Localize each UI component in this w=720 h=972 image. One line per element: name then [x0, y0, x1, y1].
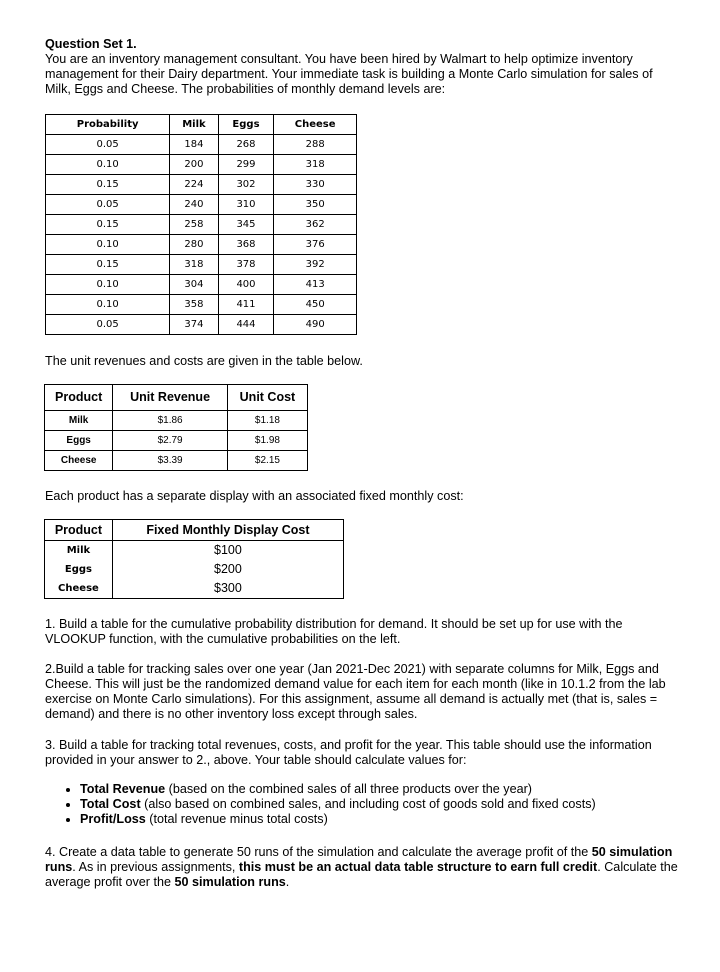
- table-cell: 490: [274, 315, 357, 335]
- table-cell: 0.05: [46, 135, 170, 155]
- table-cell: 200: [170, 155, 218, 175]
- column-header: Fixed Monthly Display Cost: [112, 520, 343, 541]
- table-cell: 0.15: [46, 175, 170, 195]
- table-row: [46, 255, 357, 275]
- table-cell: 358: [170, 295, 218, 315]
- bullet-total-cost: • Total Cost (also based on combined sales, and including cost of goods sold and fixed costs): [80, 797, 680, 812]
- table-cell: 318: [274, 155, 357, 175]
- column-header: Cheese: [274, 115, 357, 135]
- table-cell: 330: [274, 175, 357, 195]
- table-cell: $200: [112, 560, 343, 579]
- table-row: [46, 275, 357, 295]
- question-1: 1. Build a table for the cumulative probability distribution for demand. It should be set up for use with the VLOOKUP function, with the cumulative probabilities on the left.: [45, 617, 623, 646]
- column-header: Probability: [46, 115, 170, 135]
- table-cell: Cheese: [45, 451, 113, 471]
- table-cell: 0.05: [46, 195, 170, 215]
- table-cell: 350: [274, 195, 357, 215]
- table-cell: 310: [218, 195, 274, 215]
- table-cell: 0.10: [46, 155, 170, 175]
- table-cell: 0.15: [46, 215, 170, 235]
- table-cell: 378: [218, 255, 274, 275]
- table-cell: 299: [218, 155, 274, 175]
- table-cell: 240: [170, 195, 218, 215]
- table-row: [46, 175, 357, 195]
- table-cell: Cheese: [45, 579, 113, 599]
- bullet-profit-loss: • Profit/Loss (total revenue minus total costs): [80, 812, 680, 827]
- table-cell: 413: [274, 275, 357, 295]
- table-row: [46, 135, 357, 155]
- question-2: 2.Build a table for tracking sales over one year (Jan 2021-Dec 2021) with separate columns for Milk, Eggs and Cheese. This will just be the randomized demand value for each item for each month (like in 10.1.2 from the lab exercise on Monte Carlo simulations). For this assignment, assume all demand is actually met (that is, sales = demand) and there is no other inventory loss except through sales.: [45, 662, 666, 721]
- table-cell: $300: [112, 579, 343, 599]
- table-row: [46, 315, 357, 335]
- question-set-title: Question Set 1.: [45, 37, 137, 51]
- table-cell: 400: [218, 275, 274, 295]
- table-row: [45, 541, 344, 561]
- table-cell: $1.86: [113, 411, 228, 431]
- column-header: Unit Revenue: [113, 385, 228, 411]
- table-cell: 0.05: [46, 315, 170, 335]
- table-cell: Milk: [45, 411, 113, 431]
- table-row: [46, 195, 357, 215]
- table-row: [45, 451, 308, 471]
- intro-paragraph: You are an inventory management consultant. You have been hired by Walmart to help optimize inventory management for their Dairy department. Your immediate task is building a Monte Carlo simulation for sales of Milk, Eggs and Cheese. The probabilities of monthly demand levels are:: [45, 52, 653, 96]
- table-cell: 411: [218, 295, 274, 315]
- table-cell: $2.15: [227, 451, 307, 471]
- table-cell: 302: [218, 175, 274, 195]
- table-cell: Eggs: [45, 431, 113, 451]
- table-cell: $2.79: [113, 431, 228, 451]
- column-header: Unit Cost: [227, 385, 307, 411]
- column-header: Product: [45, 385, 113, 411]
- table-cell: 304: [170, 275, 218, 295]
- bullet-total-revenue: • Total Revenue (based on the combined sales of all three products over the year): [80, 782, 680, 797]
- table-cell: 362: [274, 215, 357, 235]
- table-row: [45, 560, 344, 579]
- table-cell: 0.10: [46, 235, 170, 255]
- unit-revenue-cost-table: [44, 384, 308, 471]
- table-cell: 184: [170, 135, 218, 155]
- table-cell: Milk: [45, 541, 113, 561]
- column-header: Milk: [170, 115, 218, 135]
- table-cell: 268: [218, 135, 274, 155]
- table-cell: 450: [274, 295, 357, 315]
- table-cell: 0.10: [46, 275, 170, 295]
- table-cell: $1.98: [227, 431, 307, 451]
- fixed-cost-intro: Each product has a separate display with an associated fixed monthly cost:: [45, 489, 464, 503]
- demand-probability-table: [45, 114, 357, 335]
- table-cell: 258: [170, 215, 218, 235]
- table-row: [45, 431, 308, 451]
- table-cell: $3.39: [113, 451, 228, 471]
- table-cell: 0.10: [46, 295, 170, 315]
- table-cell: Eggs: [45, 560, 113, 579]
- column-header: Product: [45, 520, 113, 541]
- table-cell: 280: [170, 235, 218, 255]
- table-row: [45, 579, 344, 599]
- unit-cost-intro: The unit revenues and costs are given in the table below.: [45, 354, 363, 368]
- deliverables-list: [60, 782, 680, 827]
- question-3: 3. Build a table for tracking total revenues, costs, and profit for the year. This table should use the information provided in your answer to 2., above. Your table should calculate values for:: [45, 738, 652, 767]
- table-row: [46, 295, 357, 315]
- table-cell: 392: [274, 255, 357, 275]
- table-cell: 444: [218, 315, 274, 335]
- table-cell: 224: [170, 175, 218, 195]
- table-cell: 376: [274, 235, 357, 255]
- table-row: [46, 235, 357, 255]
- table-cell: 318: [170, 255, 218, 275]
- table-cell: $1.18: [227, 411, 307, 431]
- table-row: [46, 155, 357, 175]
- table-cell: 288: [274, 135, 357, 155]
- column-header: Eggs: [218, 115, 274, 135]
- table-cell: 368: [218, 235, 274, 255]
- table-cell: 0.15: [46, 255, 170, 275]
- table-cell: 374: [170, 315, 218, 335]
- question-4: 4. Create a data table to generate 50 runs of the simulation and calculate the average profit of the 50 simulation runs. As in previous assignments, this must be an actual data table structure to earn full credit. Calculate the average profit over the 50 simulation runs.: [45, 845, 678, 889]
- table-row: [45, 411, 308, 431]
- table-row: [46, 215, 357, 235]
- table-cell: 345: [218, 215, 274, 235]
- table-cell: $100: [112, 541, 343, 561]
- fixed-display-cost-table: [44, 519, 344, 599]
